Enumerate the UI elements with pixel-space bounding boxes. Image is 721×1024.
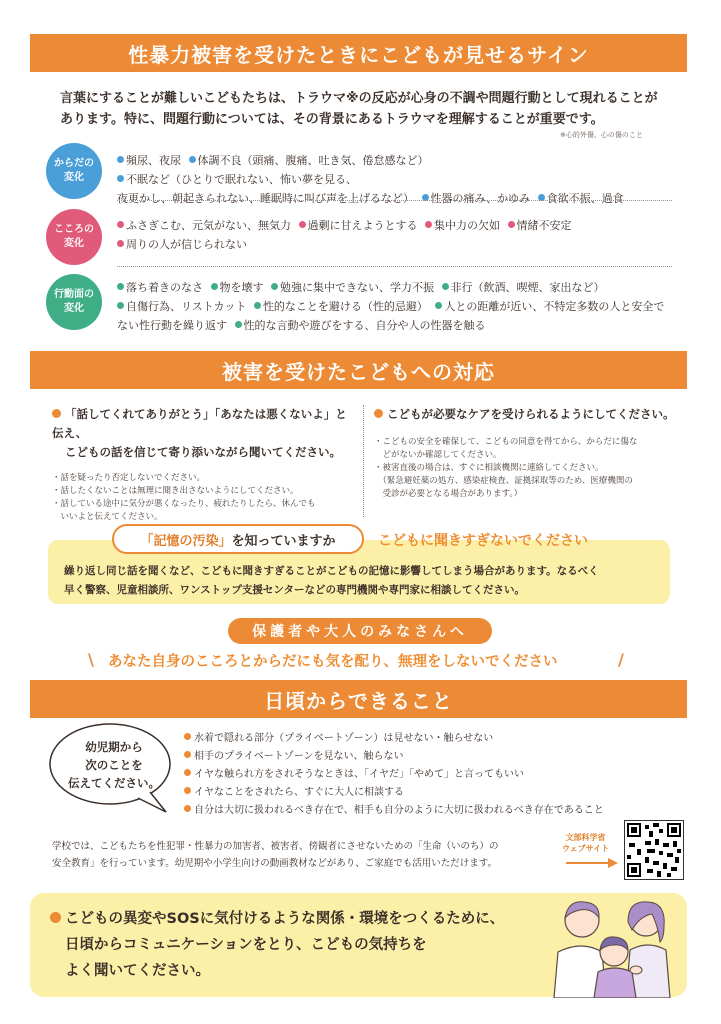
list-item: 過剰に甘えようとする: [299, 219, 418, 232]
note-line: ・話を疑ったり否定しないでください。: [52, 473, 206, 483]
list-item: 食欲不振、過食: [538, 192, 624, 205]
category-mind-badge: [46, 209, 102, 265]
signs-intro: [60, 88, 680, 130]
memory-tag: [112, 524, 364, 554]
school-text: [52, 838, 572, 872]
school-text-line2: 安全教育」を行っています。幼児期や小学生向けの動画教材などがあり、ご家庭でも活用いただけます。: [52, 858, 497, 869]
list-item: 情緒不安定: [508, 219, 572, 232]
signs-intro-line2: あります。特に、問題行動については、その背景にあるトラウマを理解することが重要です。: [60, 112, 604, 127]
list-item: 水着で隠れる部分（プライベートゾーン）は見せない・触らせない: [184, 730, 684, 748]
list-item: 頻尿、夜尿: [117, 154, 181, 167]
memory-text: [64, 562, 664, 600]
list-item: 性的なことを避ける（性的忌避）: [254, 300, 428, 313]
list-item: 体調不良（頭痛、腹痛、吐き気、倦怠感など）: [189, 154, 429, 167]
list-item: 不眠など（ひとりで眠れない、怖い夢を見る、: [117, 173, 357, 186]
memory-side-heading: こどもに聞きすぎないでください: [378, 533, 588, 549]
closing-line3: よく聞いてください。: [65, 963, 210, 979]
list-item: 相手のプライベートゾーンを見ない、触らない: [184, 748, 684, 766]
slash-right-decor: /: [618, 650, 624, 669]
response-right-title: こどもが必要なケアを受けられるようにしてください。: [374, 405, 684, 424]
list-item-continued: ない性行動を繰り返す: [117, 319, 227, 332]
category-mind-label-1: こころの: [54, 224, 94, 235]
memory-tag-keyword: 「記憶の汚染」: [140, 533, 232, 549]
list-item: 性器の痛み、かゆみ: [422, 192, 531, 205]
category-body-label-2: 変化: [64, 172, 84, 183]
list-item: 自分は大切に扱われるべき存在で、相手も自分のように大切に扱われるべき存在であること: [184, 802, 684, 820]
signs-title: 性暴力被害を受けたときにこどもが見せるサイン: [128, 42, 589, 67]
guardians-pill: 保護者や大人のみなさんへ: [228, 618, 492, 644]
mext-website-label: 文部科学省 ウェブサイト: [562, 833, 610, 853]
list-item: 集中力の欠如: [425, 219, 500, 232]
response-right-notes: [374, 436, 684, 501]
list-item: 周りの人が信じられない: [117, 238, 247, 251]
category-body-label-1: からだの: [54, 158, 94, 169]
response-left-title-1: 「話してくれてありがとう」「あなたは悪くないよ」と伝え、: [52, 407, 347, 440]
memory-text-line1: 繰り返し同じ話を聞くなど、こどもに聞きすぎることがこどもの記憶に影響してしまう場合があります。なるべく: [64, 565, 599, 577]
category-body-badge: [46, 143, 102, 199]
bubble-text: [56, 738, 172, 792]
note-line: ・話したくないことは無理に聞き出さないようにしてください。: [52, 486, 299, 496]
closing-text: [50, 906, 550, 984]
category-behavior-items: [117, 278, 677, 335]
divider: [117, 266, 672, 267]
category-behavior-label-1: 行動面の: [54, 289, 94, 300]
arrow-right-icon: [566, 858, 618, 868]
list-item: 落ち着きのなさ: [117, 281, 203, 294]
daily-title: 日頃からできること: [264, 688, 453, 713]
list-item-continued: 夜更かし、朝起きられない、睡眠時に叫び声を上げるなど）: [117, 192, 414, 205]
slash-left-decor: \: [88, 650, 94, 669]
daily-title-banner: [30, 680, 687, 718]
category-mind-label-2: 変化: [64, 238, 84, 249]
list-item: 勉強に集中できない、学力不振: [271, 281, 434, 294]
list-item: 非行（飲酒、喫煙、家出など）: [442, 281, 605, 294]
response-title-banner: [30, 351, 687, 389]
note-line: ・被害直後の場合は、すぐに相談機関に連絡してください。: [374, 463, 604, 473]
note-line: ・こどもの安全を確保して、こどもの同意を得てから、からだに傷な: [374, 437, 638, 447]
category-behavior-badge: [46, 274, 102, 330]
bubble-line2: 次のことを: [85, 758, 143, 772]
list-item: ふさぎこむ、元気がない、無気力: [117, 219, 291, 232]
response-left-notes: [52, 472, 352, 524]
signs-footnote: ※心的外傷、心の傷のこと: [560, 131, 643, 139]
daily-list: [184, 730, 684, 820]
divider: [117, 200, 672, 201]
list-item: イヤなことをされたら、すぐに大人に相談する: [184, 784, 684, 802]
note-line: 受診が必要となる場合があります。）: [374, 489, 523, 499]
bubble-line1: 幼児期から: [85, 740, 143, 754]
closing-line1: こどもの異変やSOSに気付けるような関係・環境をつくるために、: [65, 911, 505, 927]
list-item: 物を壊す: [211, 281, 264, 294]
guardians-message: あなた自身のこころとからだにも気を配り、無理をしないでください: [108, 654, 558, 670]
qr-code[interactable]: [624, 820, 684, 880]
signs-intro-line1: 言葉にすることが難しいこどもたちは、トラウマ※の反応が心身の不調や問題行動として現れることが: [60, 91, 658, 106]
note-line: どがないか確認してください。: [374, 450, 502, 460]
note-line: ・話している途中に気分が悪くなったり、疲れたりしたら、休んでも: [52, 499, 316, 509]
list-item: 自傷行為、リストカット: [117, 300, 246, 313]
response-left-title: [52, 405, 352, 462]
note-line: （緊急避妊薬の処方、感染症検査、証拠採取等のため、医療機関の: [374, 476, 633, 486]
memory-tag-text: を知っていますか: [231, 533, 336, 549]
memory-text-line2: 早く警察、児童相談所、ワンストップ支援センターなどの専門機関や専門家に相談してください。: [64, 584, 525, 596]
list-item: 人との距離が近い、不特定多数の人と安全で: [435, 300, 664, 313]
family-illustration: [540, 890, 686, 998]
response-left-title-2: こどもの話を信じて寄り添いながら聞いてください。: [65, 445, 341, 459]
category-behavior-label-2: 変化: [64, 303, 84, 314]
response-title: 被害を受けたこどもへの対応: [222, 359, 495, 384]
bubble-line3: 伝えてください。: [68, 776, 160, 790]
list-item: イヤな触られ方をされそうなときは、「イヤだ」「やめて」と言ってもいい: [184, 766, 684, 784]
column-divider: [363, 405, 364, 517]
closing-line2: 日頃からコミュニケーションをとり、こどもの気持ちを: [65, 937, 427, 953]
response-right-column: [374, 405, 684, 501]
list-item: 性的な言動や遊びをする、自分や人の性器を触る: [235, 319, 486, 332]
school-text-line1: 学校では、こどもたちを性犯罪・性暴力の加害者、被害者、傍観者にさせないための「生命（いのち）の: [52, 841, 499, 852]
response-left-column: [52, 405, 352, 524]
signs-title-banner: [30, 34, 687, 72]
category-mind-items: [117, 216, 677, 254]
note-line: いいよと伝えてください。: [52, 512, 163, 522]
